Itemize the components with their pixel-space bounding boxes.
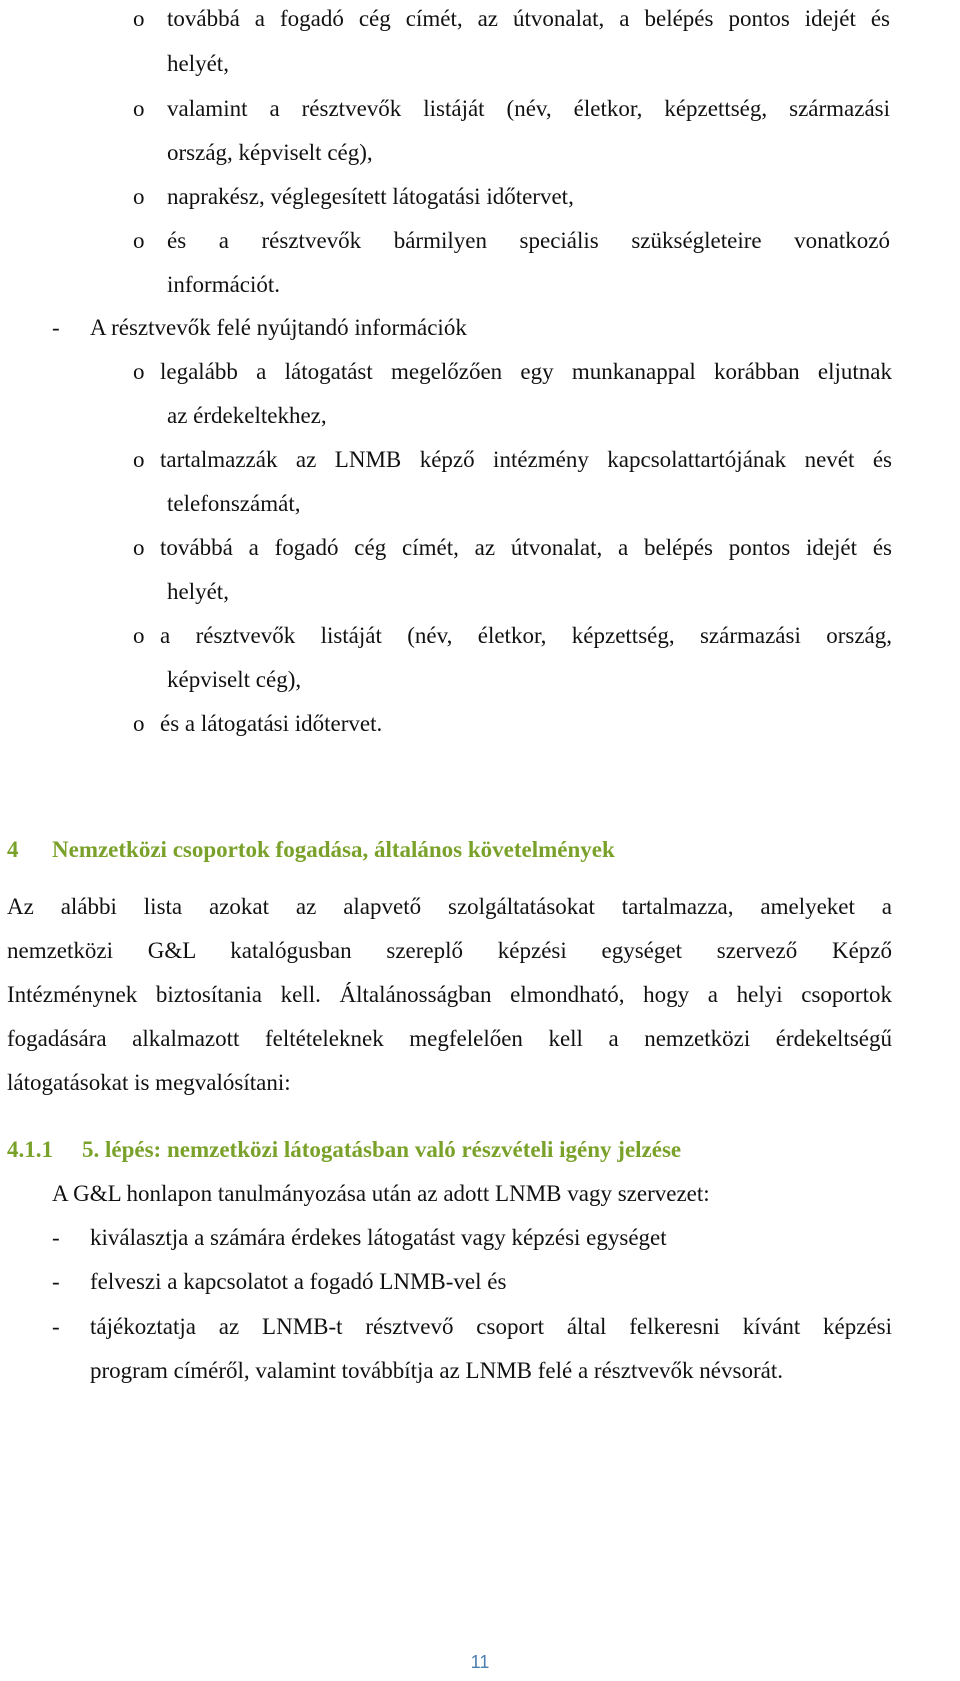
- bullet-marker: o: [133, 96, 145, 121]
- list-item-line: kiválasztja a számára érdekes látogatást vagy képzési egységet: [90, 1225, 667, 1250]
- list-item-line: képviselt cég),: [167, 667, 302, 692]
- list-item-line: és a résztvevők bármilyen speciális szükségleteire vonatkozó: [167, 228, 890, 253]
- paragraph-line: látogatásokat is megvalósítani:: [7, 1070, 291, 1095]
- section-number: 4.1.1: [7, 1137, 53, 1162]
- list-item-line: a résztvevők listáját (név, életkor, képzettség, származási ország,: [160, 623, 892, 648]
- list-item-line: helyét,: [167, 579, 229, 604]
- bullet-marker: o: [133, 711, 145, 736]
- dash-marker: -: [52, 1269, 60, 1294]
- list-item-line: naprakész, véglegesített látogatási időtervet,: [167, 184, 574, 209]
- list-item-line: ország, képviselt cég),: [167, 140, 373, 165]
- list-item-line: és a látogatási időtervet.: [160, 711, 383, 736]
- list-item-line: az érdekeltekhez,: [167, 403, 327, 428]
- list-item-line: tájékoztatja az LNMB-t résztvevő csoport által felkeresni kívánt képzési: [90, 1314, 892, 1339]
- list-item-line: telefonszámát,: [167, 491, 301, 516]
- list-item-line: továbbá a fogadó cég címét, az útvonalat, a belépés pontos idejét és: [160, 535, 892, 560]
- list-item-line: továbbá a fogadó cég címét, az útvonalat, a belépés pontos idejét és: [167, 6, 890, 31]
- section-number: 4: [7, 837, 19, 862]
- bullet-marker: o: [133, 228, 145, 253]
- list-item-line: felveszi a kapcsolatot a fogadó LNMB-vel és: [90, 1269, 507, 1294]
- paragraph-line: Intézménynek biztosítania kell. Általánosságban elmondható, hogy a helyi csoportok: [7, 982, 892, 1007]
- bullet-marker: o: [133, 6, 145, 31]
- intro-line: A G&L honlapon tanulmányozása után az adott LNMB vagy szervezet:: [52, 1181, 710, 1206]
- bullet-marker: o: [133, 359, 145, 384]
- list-item-line: valamint a résztvevők listáját (név, életkor, képzettség, származási: [167, 96, 890, 121]
- page-number: 11: [470, 1652, 490, 1672]
- list-item-line: helyét,: [167, 51, 229, 76]
- list-item-line: legalább a látogatást megelőzően egy munkanappal korábban eljutnak: [160, 359, 892, 384]
- list-item-line: tartalmazzák az LNMB képző intézmény kapcsolattartójának nevét és: [160, 447, 892, 472]
- dash-marker: -: [52, 1225, 60, 1250]
- bullet-marker: o: [133, 447, 145, 472]
- section-title: 5. lépés: nemzetközi látogatásban való részvételi igény jelzése: [82, 1137, 682, 1162]
- paragraph-line: Az alábbi lista azokat az alapvető szolgáltatásokat tartalmazza, amelyeket a: [7, 894, 892, 919]
- bullet-marker: o: [133, 184, 145, 209]
- list-item-line: információt.: [167, 272, 281, 297]
- list-item-line: program címéről, valamint továbbítja az LNMB felé a résztvevők névsorát.: [90, 1358, 783, 1383]
- dash-marker: -: [52, 315, 60, 340]
- bullet-marker: o: [133, 623, 145, 648]
- dash-marker: -: [52, 1314, 60, 1339]
- section-title: Nemzetközi csoportok fogadása, általános követelmények: [52, 837, 615, 862]
- paragraph-line: fogadására alkalmazott feltételeknek megfelelően kell a nemzetközi érdekeltségű: [7, 1026, 892, 1051]
- participant-info-title: A résztvevők felé nyújtandó információk: [90, 315, 467, 340]
- bullet-marker: o: [133, 535, 145, 560]
- paragraph-line: nemzetközi G&L katalógusban szereplő képzési egységet szervező Képző: [7, 938, 892, 963]
